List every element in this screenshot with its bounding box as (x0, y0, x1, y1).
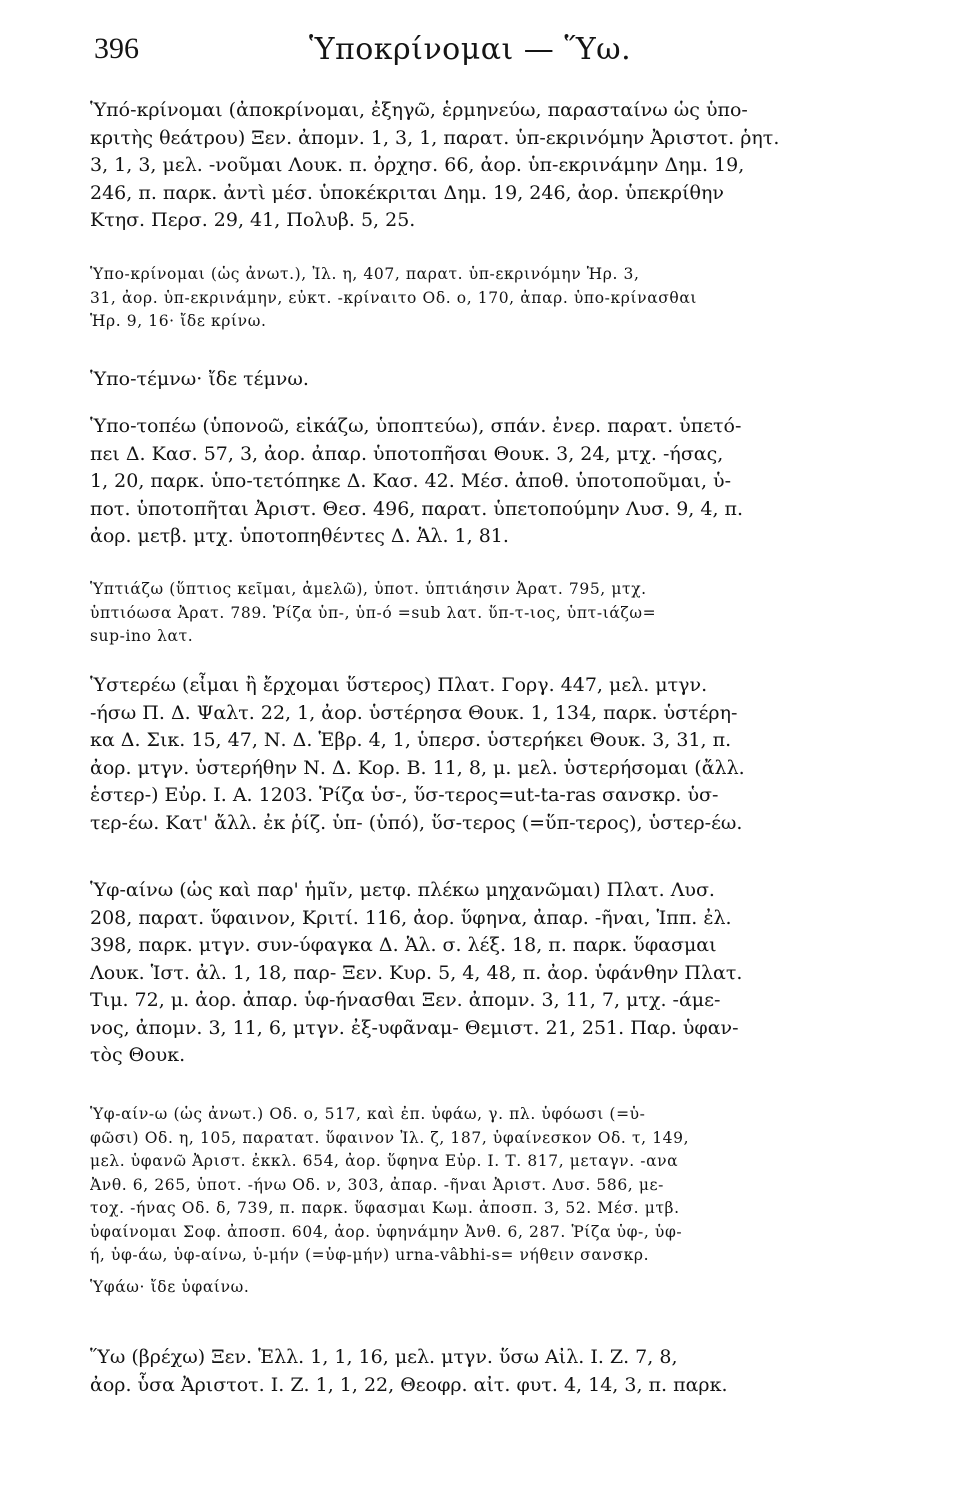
entry-line: νος, ἀπομν. 3, 11, 6, μτγν. ἐξ-υφᾶναμ- Θεμιστ. 21, 251. Παρ. ὑφαν- (90, 1016, 739, 1039)
entry-line: ὑφαίνομαι Σοφ. ἀποσπ. 604, ἀορ. ὑφηνάμην Ἀνθ. 6, 287. Ῥίζα ὑφ-, ὑφ- (90, 1222, 683, 1241)
entry-line: κα Δ. Σικ. 15, 47, Ν. Δ. Ἑβρ. 4, 1, ὑπερσ. ὑστερήκει Θουκ. 3, 31, π. (90, 729, 732, 751)
entry-line: 31, ἀορ. ὑπ-εκρινάμην, εὐκτ. -κρίναιτο Οδ. ο, 170, ἀπαρ. ὑπο-κρίνασθαι (90, 288, 698, 307)
entry-line: ποτ. ὑποτοπῆται Ἀριστ. Θεσ. 496, παρατ. ὑπετοπούμην Λυσ. 9, 4, π. (90, 497, 744, 520)
page-number: 396 (94, 32, 139, 65)
entry-line: ὑπτιόωσα Ἀρατ. 789. Ῥίζα ὑπ-, ὑπ-ό =sub λατ. ὕπ-τ-ιος, ὑπτ-ιάζω= (90, 603, 657, 622)
entry-line: 246, π. παρκ. ἀντὶ μέσ. ὑποκέκριται Δημ. 19, 246, ἀορ. ὑπεκρίθην (90, 181, 724, 204)
entry-line: τερ-έω. Κατ' ἄλλ. ἐκ ῥίζ. ὑπ- (ὑπό), ὕσ-τερος (=ὕπ-τερος), ὑστερ-έω. (90, 811, 743, 834)
entry-line: Τιμ. 72, μ. ἀορ. ἀπαρ. ὑφ-ήνασθαι Ξεν. ἀπομν. 3, 11, 7, μτχ. -άμε- (90, 989, 721, 1011)
dictionary-entry (90, 672, 874, 837)
entry-line: Ὑπο-κρίνομαι (ὡς ἀνωτ.), Ἰλ. η, 407, παρατ. ὑπ-εκρινόμην Ἡρ. 3, (90, 265, 640, 283)
entry-line: 1, 20, παρκ. ὑπο-τετόπηκε Δ. Κασ. 42. Μέσ. ἀποθ. ὑποτοποῦμαι, ὑ- (90, 470, 732, 492)
entry-line: sup-ino λατ. (90, 627, 194, 645)
entry-line: Ὑπο-τέμνω· ἴδε τέμνω. (90, 368, 309, 390)
entry-line: 208, παρατ. ὕφαινον, Κριτί. 116, ἀορ. ὕφηνα, ἀπαρ. -ῆναι, Ἱππ. ἐλ. (90, 906, 732, 929)
dictionary-entry (90, 366, 874, 394)
entry-line: Ὑστερέω (εἶμαι ἢ ἔρχομαι ὕστερος) Πλατ. Γοργ. 447, μελ. μτγν. (90, 674, 708, 696)
entry-line: Ὑπτιάζω (ὕπτιος κεῖμαι, ἀμελῶ), ὑποτ. ὑπτιάησιν Ἀρατ. 795, μτχ. (90, 580, 647, 598)
entry-line: Ἀνθ. 6, 265, ὑποτ. -ήνω Οδ. ν, 303, ἀπαρ. -ῆναι Ἀριστ. Λυσ. 586, με- (90, 1175, 664, 1194)
entry-line: κριτὴς θεάτρου) Ξεν. ἀπομν. 1, 3, 1, παρατ. ὑπ-εκρινόμην Ἀριστοτ. ῥητ. (90, 126, 780, 149)
entry-line: Κτησ. Περσ. 29, 41, Πολυβ. 5, 25. (90, 209, 416, 231)
dictionary-entry (90, 578, 874, 649)
entry-line: -ήσω Π. Δ. Ψαλτ. 22, 1, ἀορ. ὑστέρησα Θουκ. 1, 134, παρκ. ὑστέρη- (90, 701, 738, 724)
entry-line: τοχ. -ήνας Οδ. δ, 739, π. παρκ. ὕφασμαι Κωμ. ἀποσπ. 3, 52. Μέσ. μτβ. (90, 1199, 680, 1217)
page-header (94, 26, 874, 82)
entry-line: Ὑφ-αίνω (ὡς καὶ παρ' ἡμῖν, μετφ. πλέκω μηχανῶμαι) Πλατ. Λυσ. (90, 879, 715, 901)
entry-line: 3, 1, 3, μελ. -νοῦμαι Λουκ. π. ὀρχησ. 66, ἀορ. ὑπ-εκρινάμην Δημ. 19, (90, 154, 745, 176)
dictionary-entry (90, 263, 874, 334)
dictionary-entry (90, 1276, 874, 1300)
entry-line: τὸς Θουκ. (90, 1044, 186, 1066)
entry-line: Ὑπο-τοπέω (ὑπονοῶ, εἰκάζω, ὑποπτεύω), σπάν. ἐνερ. παρατ. ὑπετό- (90, 415, 742, 437)
entry-line: Ὑπό-κρίνομαι (ἀποκρίνομαι, ἐξηγῶ, ἑρμηνεύω, παρασταίνω ὡς ὑπο- (90, 99, 748, 121)
entry-line: Ὕω (βρέχω) Ξεν. Ἑλλ. 1, 1, 16, μελ. μτγν. ὕσω Αἰλ. Ι. Ζ. 7, 8, (90, 1346, 678, 1368)
entry-line: Ὑφάω· ἴδε ὑφαίνω. (90, 1278, 250, 1296)
dictionary-entry (90, 1344, 874, 1399)
entry-line: Ὑφ-αίν-ω (ὡς ἀνωτ.) Οδ. ο, 517, καὶ ἐπ. ὑφάω, γ. πλ. ὑφόωσι (=ὑ- (90, 1105, 646, 1123)
entry-line: πει Δ. Κασ. 57, 3, ἀορ. ἀπαρ. ὑποτοπῆσαι Θουκ. 3, 24, μτχ. -ήσας, (90, 442, 724, 465)
entry-line: μελ. ὑφανῶ Ἀριστ. ἐκκλ. 654, ἀορ. ὕφηνα Εὐρ. Ι. Τ. 817, μεταγν. -ανα (90, 1152, 679, 1170)
dictionary-entry (90, 413, 874, 551)
running-head: Ὑποκρίνομαι — Ὕω. (309, 32, 632, 67)
entry-line: ἑστερ-) Εὐρ. Ι. Α. 1203. Ῥίζα ὑσ-, ὕσ-τερος=ut-ta-ras σανσκρ. ὑσ- (90, 784, 719, 806)
entry-line: ἀορ. μετβ. μτχ. ὑποτοπηθέντες Δ. Ἁλ. 1, 81. (90, 525, 509, 547)
dictionary-entry (90, 97, 874, 235)
entry-line: ἀορ. ὗσα Ἀριστοτ. Ι. Ζ. 1, 1, 22, Θεοφρ. αἰτ. φυτ. 4, 14, 3, π. παρκ. (90, 1373, 728, 1396)
entry-line: φῶσι) Οδ. η, 105, παρατατ. ὕφαινον Ἰλ. ζ, 187, ὑφαίνεσκον Οδ. τ, 149, (90, 1128, 690, 1147)
entry-line: Ἡρ. 9, 16· ἴδε κρίνω. (90, 312, 267, 330)
entry-line: ἀορ. μτγν. ὑστερήθην Ν. Δ. Κορ. Β. 11, 8, μ. μελ. ὑστερήσομαι (ἄλλ. (90, 756, 745, 779)
entry-line: 398, παρκ. μτγν. συν-ύφαγκα Δ. Ἁλ. σ. λέξ. 18, π. παρκ. ὕφασμαι (90, 934, 717, 956)
dictionary-entry (90, 1103, 874, 1268)
dictionary-entry (90, 877, 874, 1070)
entry-line: Λουκ. Ἱστ. ἀλ. 1, 18, παρ- Ξεν. Κυρ. 5, 4, 48, π. ἀορ. ὑφάνθην Πλατ. (90, 961, 743, 984)
entry-line: ή, ὑφ-άω, ὑφ-αίνω, ὑ-μήν (=ὑφ-μήν) urna-vâbhi-s= νήθειν σανσκρ. (90, 1246, 650, 1264)
